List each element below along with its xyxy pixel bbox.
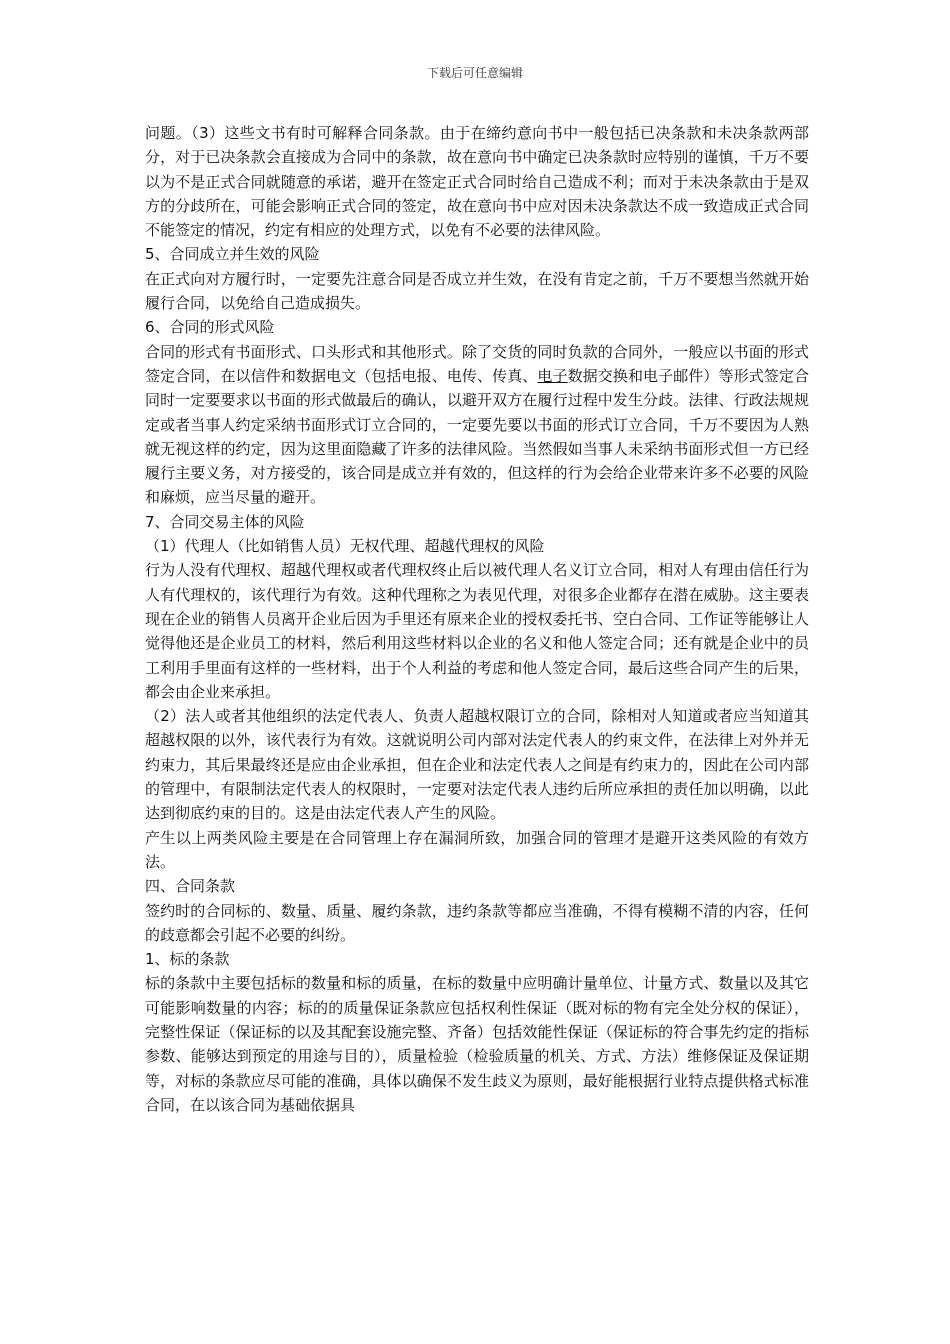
paragraph-contract-terms: 签约时的合同标的、数量、质量、履约条款，违约条款等都应当准确，不得有模糊不清的内容，任何的歧意都会引起不必要的纠纷。 [145, 901, 809, 944]
heading-1-subject-terms: 1、标的条款 [145, 950, 230, 969]
paragraph-form-risk [145, 340, 809, 510]
electronic-link[interactable]: 电子 [537, 366, 568, 385]
paragraph-agent-risk: 行为人没有代理权、超越代理权或者代理权终止后以被代理人名义订立合同，相对人有理由信任行为人有代理权的，该代理行为有效。这种代理称之为表见代理，对很多企业都存在潜在威胁。这主要表现在企业的销售人员离开企业后因为手里还有原来企业的授权委托书、空白合同、工作证等能够让人觉得他还是企业员工的材料，然后利用这些材料以企业的名义和他人签定合同；还有就是企业中的员工利用手里面有这样的一些材料，出于个人利益的考虑和他人签定合同，最后这些合同产生的后果，都会由企业来承担。 [145, 561, 809, 701]
paragraph-risk-summary: 产生以上两类风险主要是在合同管理上存在漏洞所致，加强合同的管理才是避开这类风险的有效方法。 [145, 828, 809, 871]
paragraph-subject-terms: 标的条款中主要包括标的数量和标的质量，在标的数量中应明确计量单位、计量方式、数量以及其它可能影响数量的内容；标的的质量保证条款应包括权利性保证（既对标的物有完全处分权的保证），完整性保证（保证标的以及其配套设施完整、齐备）包括效能性保证（保证标的符合事先约定的指标参数、能够达到预定的用途与目的），质量检验（检验质量的机关、方式、方法）维修保证及保证期等，对标的条款应尽可能的准确，具体以确保不发生歧义为原则，最好能根据行业特点提供格式标准合同，在以该合同为基础依据具 [145, 974, 809, 1114]
paragraph-formation-risk: 在正式向对方履行时，一定要先注意合同是否成立并生效，在没有肯定之前，千万不要想当然就开始履行合同，以免给自己造成损失。 [145, 269, 809, 313]
page-header: 下载后可任意编辑 [426, 66, 523, 80]
form-text-before: 合同的形式有书面形式、口头形式和其他形式。除了交货的同时负款的合同外，一般应以书面的形式签定合同，在以信件和数据电文（包括电报、电传、传真、 [145, 342, 809, 385]
heading-contract-terms: 四、合同条款 [145, 877, 236, 896]
subheading-agent-risk: （1）代理人（比如销售人员）无权代理、超越代理权的风险 [145, 537, 545, 556]
heading-7-subject-risk: 7、合同交易主体的风险 [145, 512, 305, 531]
paragraph-intent-letter: 问题。（3）这些文书有时可解释合同条款。由于在缔约意向书中一般包括已决条款和未决条款两部分，对于已决条款会直接成为合同中的条款，故在意向书中确定已决条款时应特别的谨慎，千万不要以为不是正式合同就随意的承诺，避开在签定正式合同时给自己造成不利；而对于未决条款由于是双方的分歧所在，可能会影响正式合同的签定，故在意向书中应对因未决条款达不成一致造成正式合同不能签定的情况，约定有相应的处理方式，以免有不必要的法律风险。 [145, 124, 809, 240]
heading-6-form-risk: 6、合同的形式风险 [145, 318, 275, 337]
document-body [145, 121, 809, 1117]
form-text-after: 数据交换和电子邮件）等形式签定合同时一定要要求以书面的形式做最后的确认，以避开双方在履行过程中发生分歧。法律、行政法规规定或者当事人约定采纳书面形式订立合同的，一定要先要以书面的形式订立合同，千万不要因为人熟就无视这样的约定，因为这里面隐藏了许多的法律风险。当然假如当事人未采纳书面形式但一方已经履行主要义务，对方接受的，该合同是成立并有效的，但这样的行为会给企业带来许多不必要的风险和麻烦，应当尽量的避开。 [145, 366, 809, 507]
paragraph-legal-rep-risk: （2）法人或者其他组织的法定代表人、负责人超越权限订立的合同，除相对人知道或者应当知道其超越权限的以外，该代表行为有效。这就说明公司内部对法定代表人的约束文件，在法律上对外并无约束力，其后果最终还是应由企业承担，但在企业和法定代表人之间是有约束力的，因此在公司内部的管理中，有限制法定代表人的权限时，一定要对法定代表人违约后所应承担的责任加以明确，以此达到彻底约束的目的。这是由法定代表人产生的风险。 [145, 707, 809, 823]
heading-5-formation-risk: 5、合同成立并生效的风险 [145, 245, 320, 264]
